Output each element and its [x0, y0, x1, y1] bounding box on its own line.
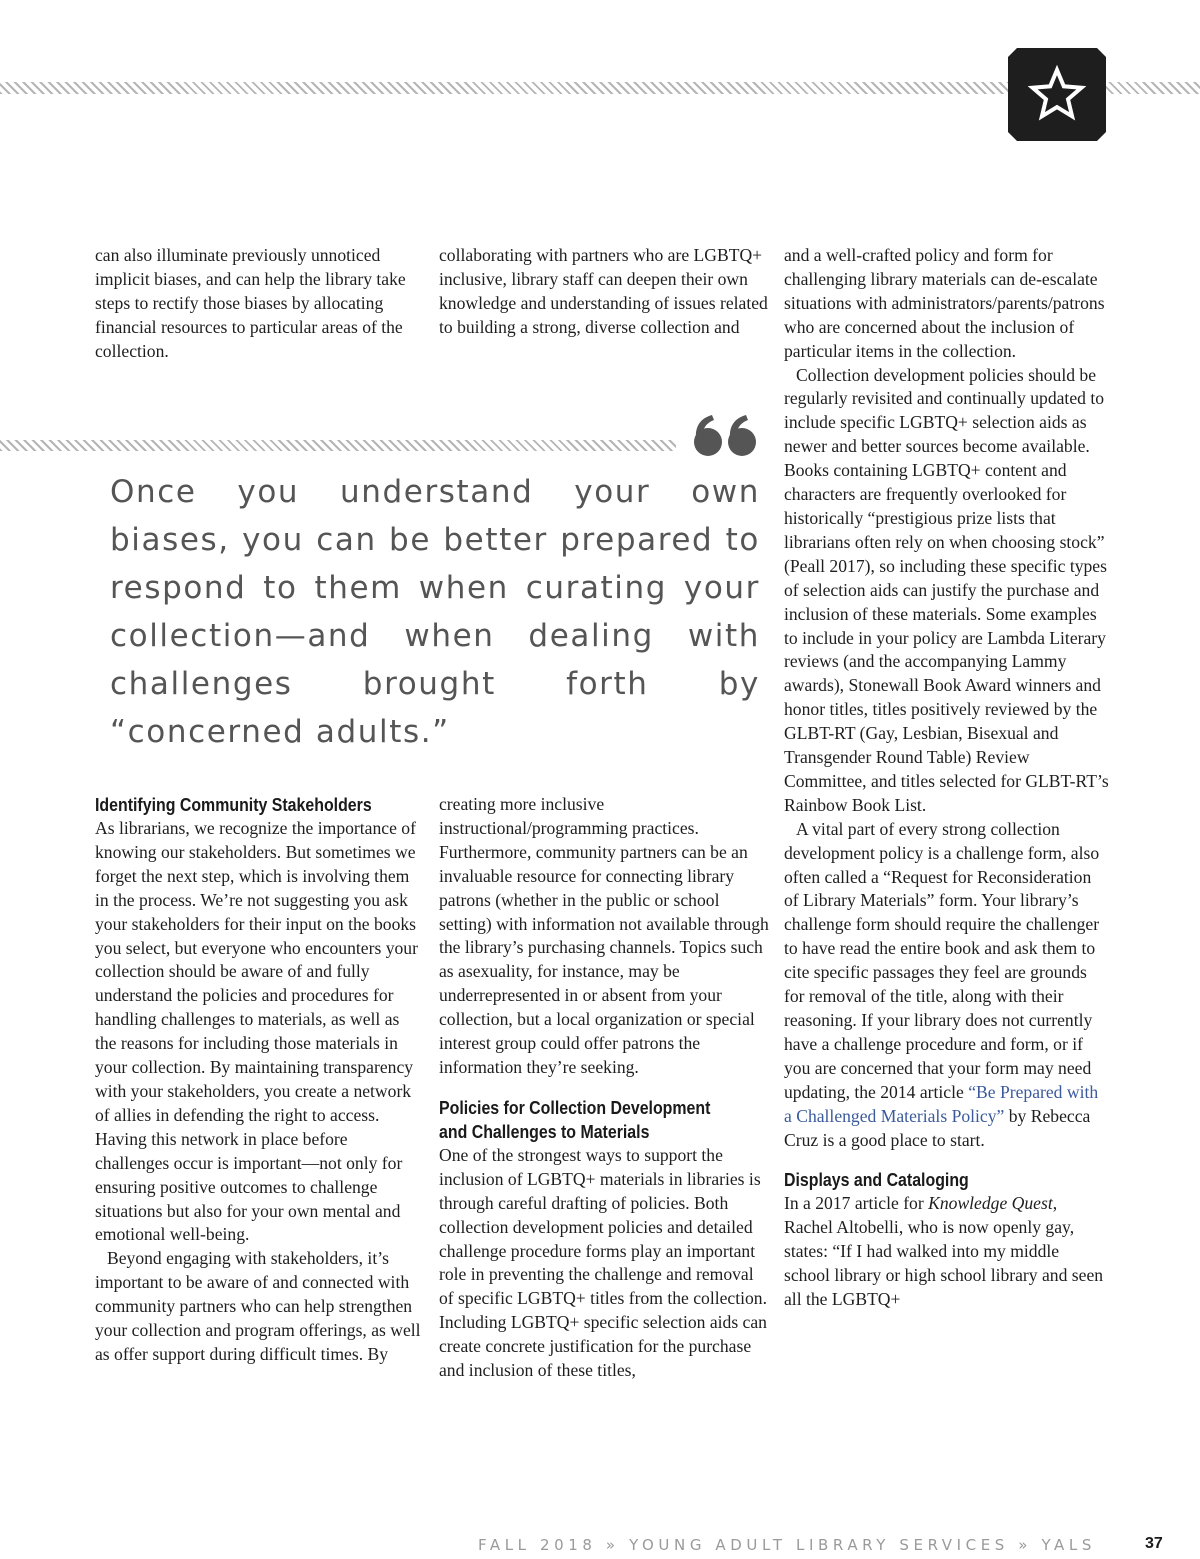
publication-title: Knowledge Quest — [928, 1193, 1053, 1214]
col3-paragraph-1: and a well-crafted policy and form for challenging library materials can de-escalate situations with administrators/parents/patrons who are concerned about the inclusion of particular items in the collection. — [784, 245, 1105, 361]
col2-paragraph-2: creating more inclusive instructional/programming practices. Furthermore, community partners can be an invaluable resource for connecting library patrons (whether in the public or school setting) with information not available through the library’s purchasing channels. Topics such as asexuality, for instance, may be underrepresented in or absent from your collection, but a local organization or special interest group could offer patrons the information they’re seeking. — [439, 794, 769, 1077]
col2-paragraph-1: collaborating with partners who are LGBTQ+ inclusive, library staff can deepen their own knowledge and understanding of issues related to building a strong, diverse collection and — [439, 245, 768, 337]
col3-paragraph-3: A vital part of every strong collection development policy is a challenge form, also often called a “Request for Reconsideration of Library Materials” form. Your library’s challenge form should require the challenger to have read the entire book and ask them to cite specific passages they feel are grounds for removal of the title, along with their reasoning. If your library does not currently have a challenge procedure and form, or if you are concerned that your form may need updating, the 2014 article “Be Prepared with a Challenged Materials Policy” by Rebecca Cruz is a good place to start. — [784, 818, 1100, 1150]
col3-paragraph-4: In a 2017 article for Knowledge Quest, Rachel Altobelli, who is now openly gay, states: “If I had walked into my middle school library or high school library and seen all the LGBTQ+ — [784, 1193, 1104, 1310]
col3-paragraph-2: Collection development policies should be regularly revisited and continually updated to include specific LGBTQ+ selection aids as newer and better sources become available. Books containing LGBTQ+ content and characters are frequently overlooked for historically “prestigious prize lists that librarians often rely on when choosing stock” (Peall 2017), so including these specific types of selection aids can justify the purchase and inclusion of these materials. Some examples to include in your policy are Lambda Literary reviews (and the accompanying Lammy awards), Stonewall Book Award winners and honor titles, titles positively reviewed by the GLBT-RT (Gay, Lesbian, Bisexual and Transgender Round Table) Review Committee, and titles selected for GLBT-RT’s Rainbow Book List. — [784, 364, 1109, 815]
column-3 — [784, 244, 1109, 1312]
quote-marks-icon — [690, 412, 762, 458]
column-1 — [95, 244, 425, 1364]
col2-paragraph-3: One of the strongest ways to support the inclusion of LGBTQ+ materials in libraries is through careful drafting of policies. Both collection development policies and detailed challenge procedure forms play an important role in preventing the challenge and removal of specific LGBTQ+ titles from the collection. Including LGBTQ+ specific selection aids can create concrete justification for the purchase and inclusion of these titles, — [439, 1144, 767, 1381]
quote-hatch-rule — [0, 440, 676, 451]
col1-lower-block — [95, 793, 425, 1367]
col1-paragraph-1: can also illuminate previously unnoticed implicit biases, and can help the library take steps to rectify those biases by allocating financial resources to particular areas of the collection. — [95, 245, 406, 361]
heading-policies-line-2: and Challenges to Materials — [439, 1120, 650, 1142]
heading-policies-line-1: Policies for Collection Development — [439, 1096, 711, 1118]
column-2 — [439, 244, 769, 1381]
col1-paragraph-3: Beyond engaging with stakeholders, it’s important to be aware of and connected with community partners who can help strengthen your collection and program offerings, as well as offer support during difficult times. By — [95, 1248, 421, 1364]
star-icon — [1008, 48, 1106, 141]
page-number: 37 — [1145, 1535, 1163, 1552]
col1-paragraph-2: As librarians, we recognize the importance of knowing our stakeholders. But sometimes we forget the next step, which is involving them in the process. We’re not suggesting you ask your stakeholders for their input on the books you select, but everyone who encounters your collection should be aware of and fully understand the policies and procedures for handling challenges to materials, as well as the reasons for including those materials in your collection. By maintaining transparency with your stakeholders, you create a network of allies in defending the right to access. Having this network in place before challenges occur is important—not only for ensuring positive outcomes to challenge situations but also for your own mental and emotional well-being. — [95, 818, 418, 1245]
pull-quote: Once you understand your own biases, you can be better prepared to respond to them when curating your collection—and when dealing with challenges brought forth by “concerned adults.” — [110, 474, 760, 750]
article-link[interactable]: “Be Prepared with a Challenged Materials Policy” — [784, 1081, 1099, 1126]
heading-community-stakeholders: Identifying Community Stakeholders — [95, 794, 372, 815]
heading-displays-cataloging: Displays and Cataloging — [784, 1169, 969, 1191]
col2-lower-block — [439, 793, 769, 1383]
footer-running-title: FALL 2018 » YOUNG ADULT LIBRARY SERVICES » YALS — [478, 1536, 1096, 1554]
